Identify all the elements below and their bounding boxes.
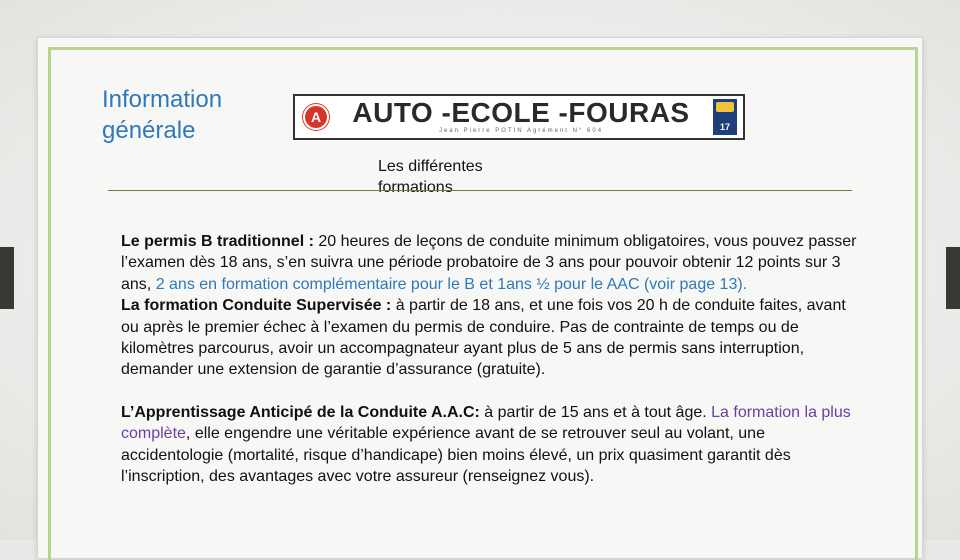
paragraph-spacer [121,381,857,402]
emblem-number: 17 [719,122,730,132]
formations-text [121,231,857,487]
page-title: Information générale [102,86,223,144]
paragraph-permis-b [121,231,857,295]
section-subtitle: Les différentes formations [378,158,483,196]
paragraph-highlight: 2 ans en formation complémentaire pour le B et 1ans ½ pour le AAC (voir page 13). [155,275,748,293]
paragraph-conduite-supervisee [121,295,857,381]
logo-text-block [329,99,713,135]
department-emblem-icon [713,99,737,135]
right-side-tab [946,247,960,309]
logo-name: AUTO -ECOLE -FOURAS [352,97,690,128]
section-divider [108,190,852,191]
paragraph-title: L’Apprentissage Anticipé de la Conduite A.A.C: [121,403,480,421]
paragraph-body: à partir de 15 ans et à tout âge. [479,403,712,421]
paragraph-highlight: La formation la plus complète [121,403,851,443]
paragraph-body-end: , elle engendre une véritable expérience avant de se retrouver seul au volant, une accidentologie (mortalité, risque d’handicape) bien moins élevé, un prix quasiment garantit dès l’inscription, des avantages avec votre assureur (renseignez vous). [121,425,791,486]
auto-ecole-logo [293,94,745,140]
logo-badge: A [303,104,329,130]
paragraph-body: 20 heures de leçons de conduite minimum obligatoires, vous pouvez passer l’examen dès 18 ans, s’en suivra une période probatoire de 3 ans pour pouvoir obtenir 12 points sur 3 ans, [121,233,857,293]
logo-subtext: Jean Pierre POTIN Agrément N° 604 [438,128,604,134]
emblem-flag [716,102,734,112]
paragraph-aac [121,402,857,488]
paragraph-title: La formation Conduite Supervisée : [121,297,392,315]
left-side-tab [0,247,14,309]
paragraph-title: Le permis B traditionnel : [121,233,314,250]
paragraph-body: à partir de 18 ans, et une fois vos 20 h de conduite faites, avant ou après le premier échec à l’examen du permis de conduire. Pas de contrainte de temps ou de kilomètres parcourus, avoir un accompagnateur ayant plus de 5 ans de permis sans interruption, demander une extension de garantie d’assurance (gratuite). [121,297,846,379]
